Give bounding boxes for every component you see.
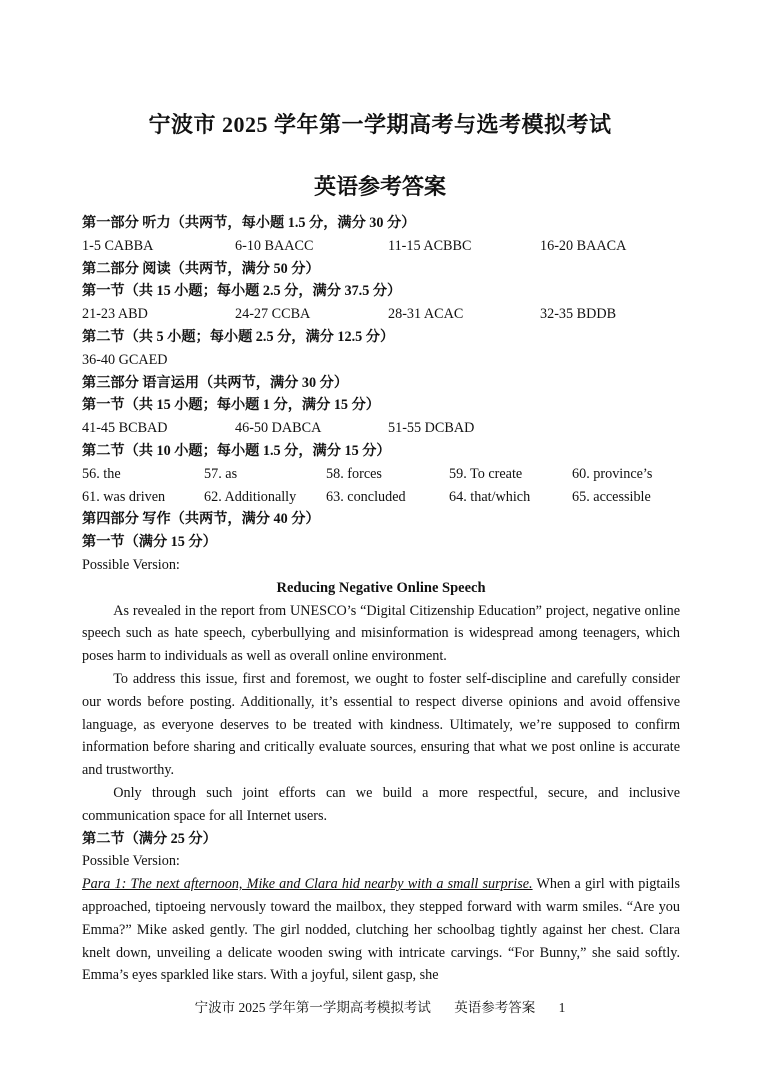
fill-answer: 63. concluded [326,488,406,505]
part3-sec2-row1 [82,463,680,486]
part2-sec1-answers-row [82,303,680,326]
answer-group: 32-35 BDDB [540,306,617,323]
answer-group: 11-15 ACBBC [388,237,472,254]
fill-answer: 61. was driven [82,488,166,505]
part3-sec2-row2 [82,486,680,509]
possible-version-label: Possible Version: [82,556,180,573]
answer-group: 16-20 BAACA [540,237,627,254]
fill-answer: 62. Additionally [204,488,297,505]
page-number: 1 [558,1000,566,1015]
fill-answer: 58. forces [326,465,382,482]
part1-heading: 第一部分 听力（共两节，每小题 1.5 分，满分 30 分） [82,215,416,231]
answer-group: 28-31 ACAC [388,306,464,323]
fill-answer: 57. as [204,465,238,482]
part2-sec2-answer: 36-40 GCAED [82,351,168,368]
part4-heading: 第四部分 写作（共两节，满分 40 分） [82,511,320,528]
paragraph-lead-sentence: Para 1: The next afternoon, Mike and Clara hid nearby with a small surprise. [82,876,533,893]
paragraph-body: When a girl with pigtails approached, tiptoeing nervously toward the mailbox, they stepped forward with warm smiles. “Are you Emma?” Mike asked gently. The girl nodded, clutching her schoolbag tightly against her chest. Clara knelt down, unveiling a delicate wooden swing with intricate carvings. “For Bunny,” she said softly. Emma’s eyes sparkled like stars. With a joyful, silent gasp, she [82,876,680,984]
fill-answer: 60. province’s [572,465,653,482]
part4-sec1-heading: 第一节（满分 15 分） [82,534,217,551]
answer-group: 21-23 ABD [82,306,148,323]
footer-exam-name: 宁波市 2025 学年第一学期高考模拟考试 [194,1000,431,1015]
possible-version-label-2: Possible Version: [82,853,180,870]
fill-answer: 59. To create [449,465,523,482]
fill-answer: 56. the [82,465,121,482]
part3-heading: 第三部分 语言运用（共两节，满分 30 分） [82,374,349,391]
part3-sec1-answers-row [82,417,680,440]
answer-group: 24-27 CCBA [235,306,311,323]
part2-heading: 第二部分 阅读（共两节，满分 50 分） [82,260,320,277]
answer-group: 1-5 CABBA [82,237,154,254]
part1-answers-row [82,235,680,258]
fill-answer: 65. accessible [572,488,651,505]
part3-sec1-heading: 第一节（共 15 小题；每小题 1 分，满分 15 分） [82,397,380,414]
answer-group: 51-55 DCBAD [388,420,475,437]
answer-group: 6-10 BAACC [235,237,314,254]
answer-group: 41-45 BCBAD [82,420,168,437]
part2-sec2-heading: 第二节（共 5 小题；每小题 2.5 分，满分 12.5 分） [82,328,395,345]
answer-group: 46-50 DABCA [235,420,322,437]
continuation-paragraph-1 [82,873,680,987]
fill-answer: 64. that/which [449,488,531,505]
page-title: 宁波市 2025 学年第一学期高考与选考模拟考试 [148,112,612,137]
essay-paragraph-3: Only through such joint efforts can we build a more respectful, secure, and inclusive communication space for all Internet users. [82,784,680,824]
part3-sec2-heading: 第二节（共 10 小题；每小题 1.5 分，满分 15 分） [82,442,391,459]
essay-title: Reducing Negative Online Speech [276,579,486,596]
answer-body [82,212,680,987]
footer-doc-name: 英语参考答案 [454,1000,536,1015]
essay-paragraph-1: As revealed in the report from UNESCO’s “Digital Citizenship Education” project, negative online speech such as hate speech, cyberbullying and misinformation is widespread among teenagers, which poses harm to individuals as well as overall online environment. [82,602,680,665]
part2-sec1-heading: 第一节（共 15 小题；每小题 2.5 分，满分 37.5 分） [82,283,402,300]
part4-sec2-heading: 第二节（满分 25 分） [82,830,217,847]
page-subtitle: 英语参考答案 [313,174,446,199]
page-footer [0,996,760,1016]
essay-paragraph-2: To address this issue, first and foremost, we ought to foster self-discipline and carefully consider our words before posting. Additionally, it’s essential to respect diverse opinions and avoid offensive language, as everyone deserves to be treated with kindness. Ultimately, we’re supposed to confirm information before sharing and critically evaluate sources, ensuring that what we post online is accurate and trustworthy. [82,670,680,779]
